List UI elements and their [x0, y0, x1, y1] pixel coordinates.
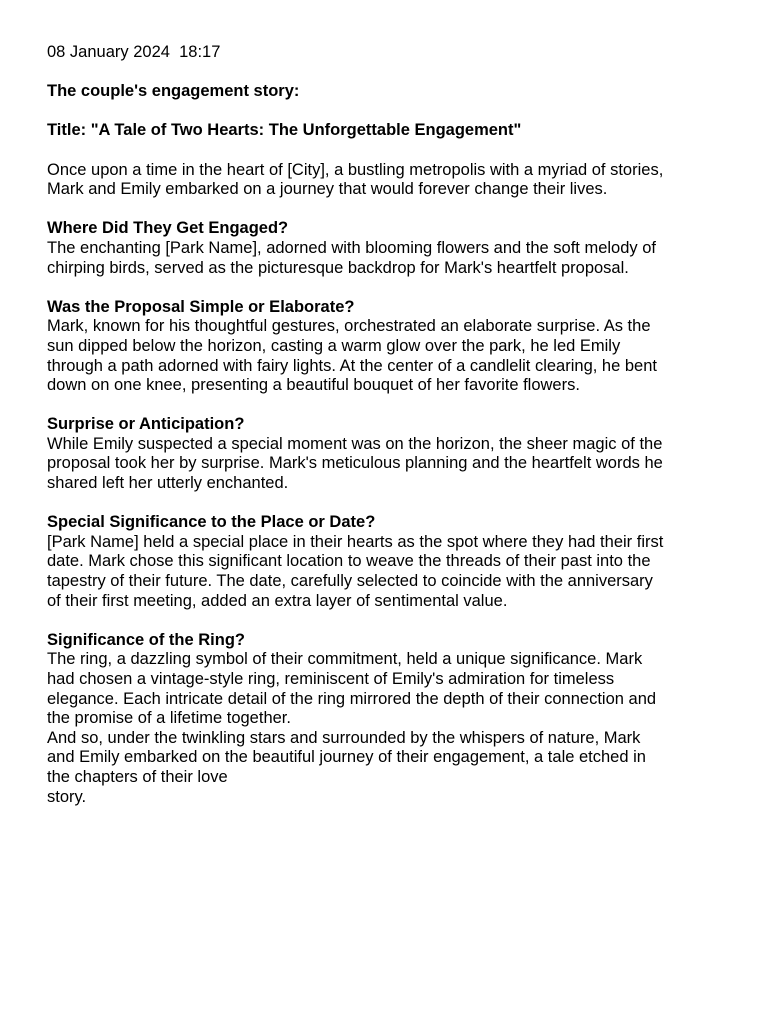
section-heading: Where Did They Get Engaged?	[47, 219, 289, 238]
paragraph-line: The enchanting [Park Name], adorned with blooming flowers and the soft melody of	[47, 238, 657, 257]
section-where-engaged	[47, 219, 737, 278]
section-place-date	[47, 513, 737, 611]
spacer	[47, 278, 737, 298]
story-title: Title: "A Tale of Two Hearts: The Unforgettable Engagement"	[47, 121, 522, 140]
paragraph-line: of their first meeting, added an extra layer of sentimental value.	[47, 591, 508, 610]
paragraph-line: proposal took her by surprise. Mark's meticulous planning and the heartfelt words he	[47, 454, 663, 473]
section-surprise	[47, 415, 737, 493]
paragraph-line: down on one knee, presenting a beautiful bouquet of her favorite flowers.	[47, 376, 580, 395]
spacer	[47, 494, 737, 514]
intro-paragraph	[47, 161, 737, 200]
spacer	[47, 200, 737, 220]
section-heading: Was the Proposal Simple or Elaborate?	[47, 297, 355, 316]
paragraph-line: Mark, known for his thoughtful gestures, orchestrated an elaborate surprise. As the	[47, 317, 651, 336]
paragraph-line: sun dipped below the horizon, casting a warm glow over the park, he led Emily	[47, 336, 621, 355]
paragraph-line: elegance. Each intricate detail of the ring mirrored the depth of their connection and	[47, 689, 657, 708]
paragraph-line: While Emily suspected a special moment was on the horizon, the sheer magic of the	[47, 434, 663, 453]
paragraph-line: had chosen a vintage-style ring, reminiscent of Emily's admiration for timeless	[47, 670, 615, 688]
paragraph-line: the chapters of their love	[47, 767, 228, 786]
paragraph-line: Once upon a time in the heart of [City], a bustling metropolis with a myriad of stories,	[47, 160, 664, 179]
paragraph-line: the promise of a lifetime together.	[47, 709, 291, 728]
section-ring	[47, 631, 737, 807]
paragraph-line: story.	[47, 787, 87, 806]
paragraph-line: chirping birds, served as the picturesque backdrop for Mark's heartfelt proposal.	[47, 258, 629, 277]
document-page	[47, 43, 737, 807]
spacer	[47, 396, 737, 416]
spacer	[47, 102, 737, 122]
spacer	[47, 63, 737, 83]
paragraph-line: date. Mark chose this significant location to weave the threads of their past into the	[47, 552, 651, 571]
note-timestamp: 08 January 2024 18:17	[47, 43, 221, 61]
section-heading: Significance of the Ring?	[47, 630, 246, 649]
paragraph-line: through a path adorned with fairy lights. At the center of a candlelit clearing, he bent	[47, 356, 657, 375]
paragraph-line: and Emily embarked on the beautiful journey of their engagement, a tale etched in	[47, 748, 646, 767]
section-proposal-style	[47, 298, 737, 396]
paragraph-line: shared left her utterly enchanted.	[47, 474, 289, 493]
paragraph-line: tapestry of their future. The date, carefully selected to coincide with the anniversary	[47, 572, 653, 591]
note-heading: The couple's engagement story:	[47, 82, 300, 101]
section-heading: Special Significance to the Place or Date?	[47, 513, 376, 532]
spacer	[47, 611, 737, 631]
paragraph-line: [Park Name] held a special place in their hearts as the spot where they had their first	[47, 532, 664, 551]
paragraph-line: And so, under the twinkling stars and surrounded by the whispers of nature, Mark	[47, 728, 641, 747]
spacer	[47, 141, 737, 161]
section-heading: Surprise or Anticipation?	[47, 415, 245, 434]
paragraph-line: Mark and Emily embarked on a journey that would forever change their lives.	[47, 180, 608, 199]
paragraph-line: The ring, a dazzling symbol of their commitment, held a unique significance. Mark	[47, 650, 643, 669]
